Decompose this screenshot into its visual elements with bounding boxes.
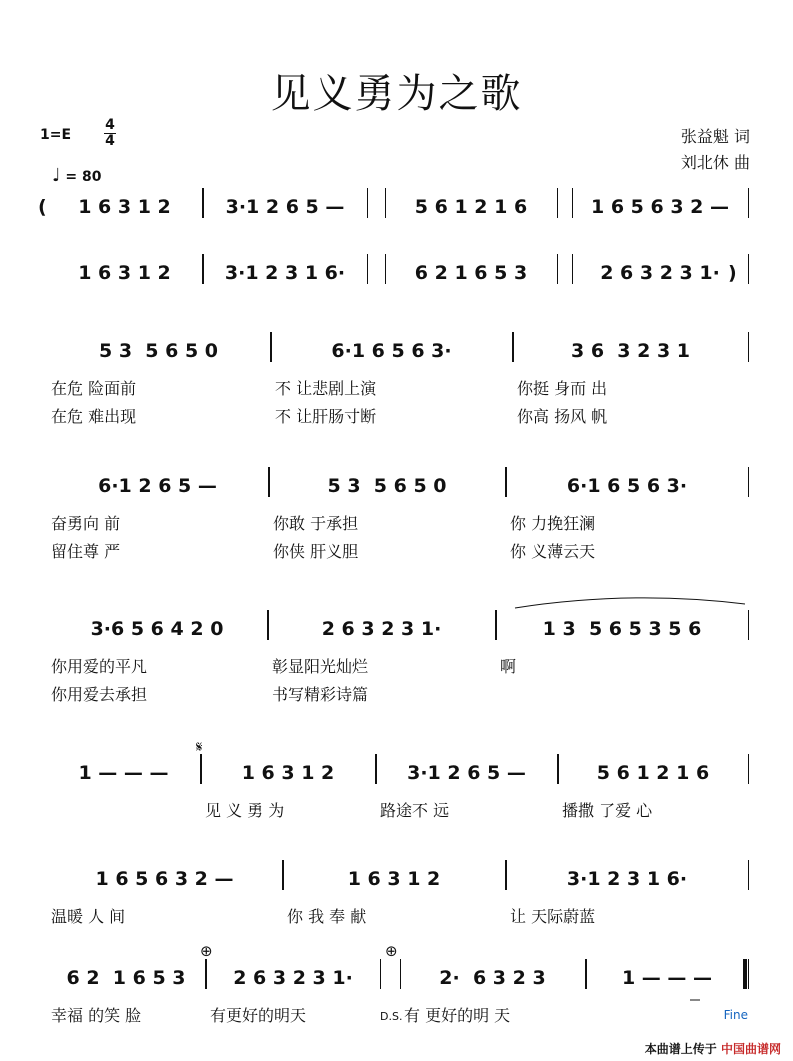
lyricist-credit: 张益魁 词	[680, 127, 750, 146]
lyric-line: 彰显阳光灿烂	[272, 657, 369, 676]
lyric-line: 有 更好的明 天	[404, 1006, 511, 1025]
lyric-line: 你用爱去承担	[51, 685, 148, 704]
measure-notes: 3 6 3 2 3 1	[570, 340, 690, 362]
measure-notes: 1 — — —	[621, 967, 713, 989]
coda-sign-1: ⊕	[200, 942, 213, 960]
measure-notes: 1 6 5 6 3 2 —	[95, 868, 234, 890]
tempo-value: = 80	[65, 169, 102, 185]
time-bottom: 4	[105, 133, 115, 149]
ds-marking: D.S.	[380, 1010, 403, 1023]
measure-notes: 5 3 5 6 5 0	[327, 475, 447, 497]
lyric-line: 啊	[500, 657, 517, 676]
lyric-line: 幸福 的笑 脸	[51, 1006, 142, 1025]
lyric-line: 你侠 肝义胆	[273, 542, 359, 561]
key-label: 1=E	[40, 127, 72, 143]
measure-notes: 3·1 2 3 1 6·	[224, 262, 346, 284]
lyric-line: 不 让肝肠寸断	[275, 407, 377, 426]
lyric-line: 让 天际蔚蓝	[510, 907, 596, 926]
lyric-line: 奋勇向 前	[51, 514, 121, 533]
lyric-line: 温暖 人 间	[51, 907, 126, 926]
measure-notes: 5 6 1 2 1 6	[414, 196, 528, 218]
song-title: 见义勇为之歌	[270, 71, 523, 117]
footer-text: 本曲谱上传于	[644, 1042, 717, 1056]
measure-notes: 1 6 3 1 2	[241, 762, 335, 784]
lyric-line: 你挺 身而 出	[517, 379, 608, 398]
measure-notes: 1 6 3 1 2	[78, 196, 171, 218]
measure-notes: 6 2 1 6 5 3	[414, 262, 528, 284]
lyric-line: 你 义薄云天	[510, 542, 596, 561]
measure-notes: 2 6 3 2 3 1·	[321, 618, 442, 640]
lyric-line: 你 力挽狂澜	[510, 514, 596, 533]
lyric-line: 在危 难出现	[51, 407, 137, 426]
measure-notes: 3·1 2 6 5 —	[225, 196, 345, 218]
measure-notes: 3·1 2 3 1 6·	[566, 868, 688, 890]
measure-notes: 2 6 3 2 3 1·	[233, 967, 353, 989]
lyric-line: 留住尊 严	[51, 542, 121, 561]
measure-notes: 2· 6 3 2 3	[439, 967, 546, 989]
quarter-note-icon: ♩	[52, 165, 61, 186]
long-slur	[515, 598, 745, 608]
composer-credit: 刘北休 曲	[680, 153, 750, 172]
lyric-line: 播撒 了爱 心	[562, 801, 653, 820]
measure-notes: 2 6 3 2 3 1·	[600, 262, 720, 284]
lyric-line: 路途不 远	[380, 801, 450, 820]
close-paren: )	[728, 262, 737, 284]
lyric-line: 见 义 勇 为	[205, 801, 285, 820]
time-top: 4	[105, 117, 115, 133]
lyric-line: 书写精彩诗篇	[272, 685, 369, 704]
measure-notes: 1 6 3 1 2	[347, 868, 441, 890]
open-paren: (	[38, 196, 47, 218]
lyric-line: 你敢 于承担	[273, 514, 359, 533]
fine-marking: Fine	[723, 1008, 748, 1022]
segno-sign: 𝄋	[196, 738, 203, 756]
measure-notes: 1 6 5 6 3 2 —	[590, 196, 729, 218]
lyric-line: 你 我 奉 献	[287, 907, 367, 926]
measure-notes: 3·6 5 6 4 2 0	[90, 618, 224, 640]
measure-notes: 1 — — —	[78, 762, 169, 784]
site-logo: 中国曲谱网	[720, 1042, 781, 1056]
measure-notes: 3·1 2 6 5 —	[407, 762, 526, 784]
measure-notes: 1 3 5 6 5 3 5 6	[542, 618, 702, 640]
coda-sign-2: ⊕	[385, 942, 398, 960]
measure-notes: 6·1 6 5 6 3·	[566, 475, 688, 497]
lyric-line: 不 让悲剧上演	[275, 379, 377, 398]
lyric-line: 在危 险面前	[51, 379, 137, 398]
measure-notes: 1 6 3 1 2	[78, 262, 171, 284]
lyric-line: 你用爱的平凡	[51, 657, 148, 676]
measure-notes: 5 3 5 6 5 0	[98, 340, 218, 362]
measure-notes: 5 6 1 2 1 6	[596, 762, 710, 784]
lyric-line: 有更好的明天	[210, 1006, 307, 1025]
measure-notes: 6·1 6 5 6 3·	[331, 340, 452, 362]
measure-notes: 6 2 1 6 5 3	[66, 967, 186, 989]
lyric-line: 你高 扬风 帆	[517, 407, 608, 426]
measure-notes: 6·1 2 6 5 —	[98, 475, 217, 497]
